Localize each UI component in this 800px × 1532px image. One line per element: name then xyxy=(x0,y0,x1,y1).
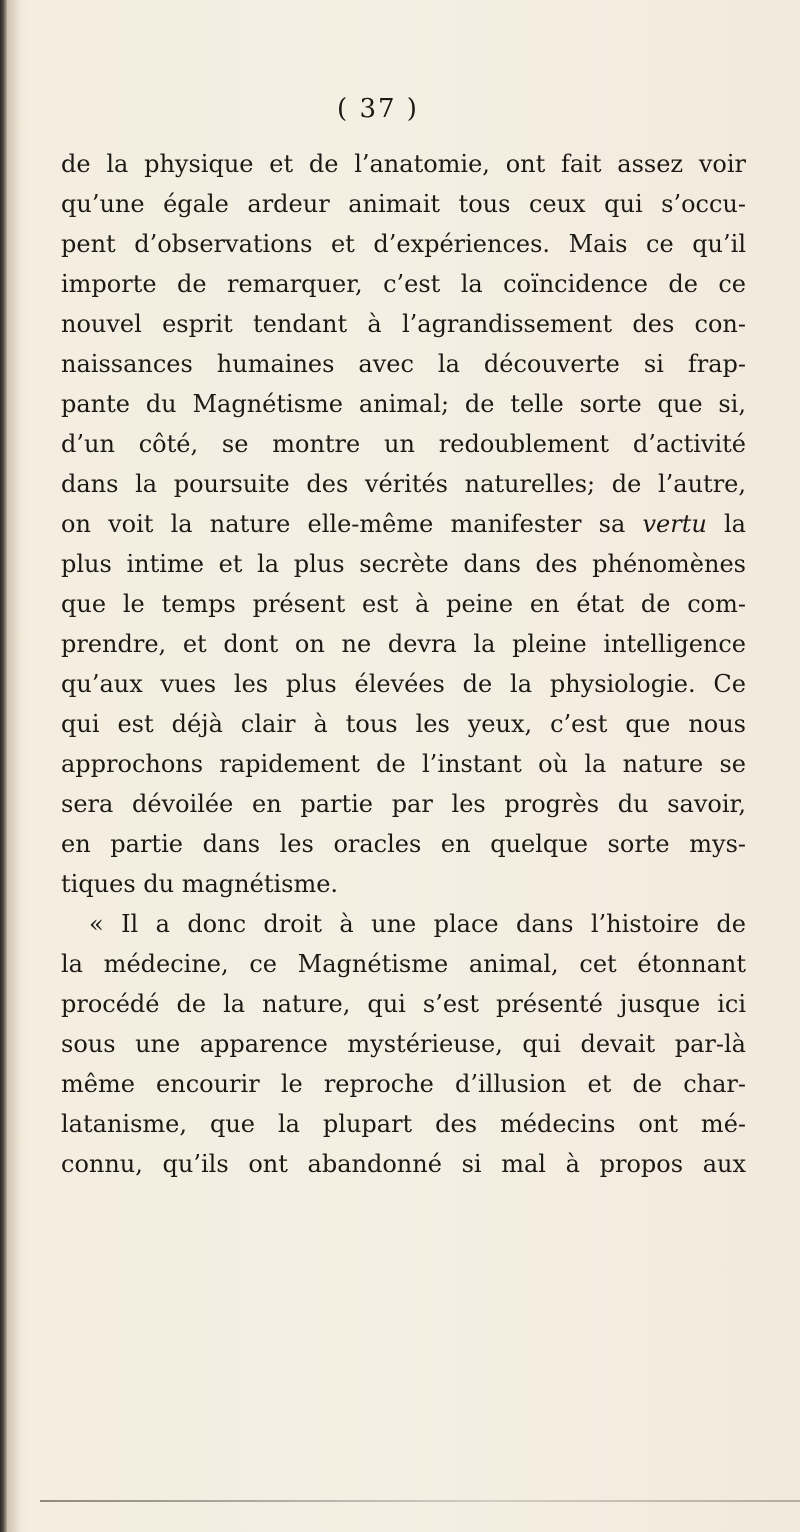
italic-word: vertu xyxy=(642,510,707,538)
text-line: sous une apparence mystérieuse, qui devait par-là xyxy=(61,1030,746,1058)
text-line: dans la poursuite des vérités naturelles; de l’autre, xyxy=(61,470,746,498)
text-line: plus intime et la plus secrète dans des phénomènes xyxy=(61,550,746,578)
text-line: procédé de la nature, qui s’est présenté jusque ici xyxy=(61,990,746,1018)
text-line: qui est déjà clair à tous les yeux, c’est que nous xyxy=(61,710,746,738)
page-binding-shadow xyxy=(7,0,21,1532)
text-line: « Il a donc droit à une place dans l’histoire de xyxy=(89,910,746,938)
page-bottom-edge xyxy=(40,1500,800,1502)
paragraph-1 xyxy=(61,144,746,904)
text-line: naissances humaines avec la découverte si frap- xyxy=(61,350,746,378)
text-line: pent d’observations et d’expériences. Mais ce qu’il xyxy=(61,230,746,258)
text-line: connu, qu’ils ont abandonné si mal à propos aux xyxy=(61,1150,746,1178)
text-line: latanisme, que la plupart des médecins ont mé- xyxy=(61,1110,746,1138)
text-line: prendre, et dont on ne devra la pleine intelligence xyxy=(61,630,746,658)
text-segment: on voit la nature elle-même manifester sa xyxy=(61,510,643,538)
body-text xyxy=(61,144,746,1184)
page-binding-edge xyxy=(0,0,7,1532)
text-line: pante du Magnétisme animal; de telle sorte que si, xyxy=(61,390,746,418)
text-line: qu’une égale ardeur animait tous ceux qui s’occu- xyxy=(61,190,746,218)
text-line: nouvel esprit tendant à l’agrandissement des con- xyxy=(61,310,746,338)
text-line: que le temps présent est à peine en état de com- xyxy=(61,590,746,618)
text-line-with-italic xyxy=(61,504,746,544)
text-line: de la physique et de l’anatomie, ont fait assez voir xyxy=(61,150,746,178)
text-line: importe de remarquer, c’est la coïncidence de ce xyxy=(61,270,746,298)
text-line: sera dévoilée en partie par les progrès du savoir, xyxy=(61,790,746,818)
text-line: la médecine, ce Magnétisme animal, cet étonnant xyxy=(61,950,746,978)
text-line: approchons rapidement de l’instant où la nature se xyxy=(61,750,746,778)
text-line: qu’aux vues les plus élevées de la physiologie. Ce xyxy=(61,670,746,698)
text-line: d’un côté, se montre un redoublement d’activité xyxy=(61,430,746,458)
text-segment: la xyxy=(706,510,746,538)
text-line: en partie dans les oracles en quelque sorte mys- xyxy=(61,830,746,858)
text-line: même encourir le reproche d’illusion et de char- xyxy=(61,1070,746,1098)
page-number: ( 37 ) xyxy=(337,94,419,124)
paragraph-2 xyxy=(61,904,746,1184)
text-line: tiques du magnétisme. xyxy=(61,870,339,898)
